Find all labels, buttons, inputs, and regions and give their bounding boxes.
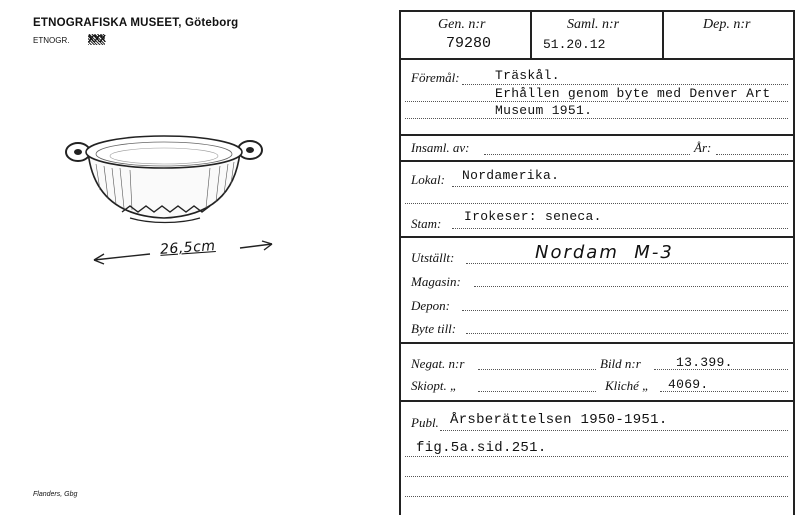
depon-label: Depon: [411,298,450,313]
section-divider-4 [399,342,795,344]
publ-label: Publ. [411,415,439,430]
lokal-label: Lokal: [411,172,445,187]
magasin-line [474,286,788,287]
negat-label: Negat. n:r [411,356,465,371]
foremal-value-3: Museum 1951. [495,103,593,118]
insaml-label: Insaml. av: [411,140,470,155]
foremal-value-1: Träskål. [495,68,560,83]
stam-value: Irokeser: seneca. [464,209,602,224]
bild-value: 13.399. [676,355,733,370]
saml-value: 51.20.12 [543,37,606,52]
measure-label: 26,5cm [159,238,217,258]
card-right-border [793,10,795,515]
section-divider-3 [399,236,795,238]
magasin-label: Magasin: [411,274,461,289]
insaml-line [484,154,690,155]
card-top-border [399,10,795,12]
museum-name: ETNOGRAFISKA MUSEET, Göteborg [33,17,239,29]
publ-line-4 [405,496,788,497]
foremal-value-2: Erhållen genom byte med Denver Art [495,86,771,101]
foremal-label: Föremål: [411,70,460,85]
printer-mark: Flanders, Gbg [33,491,78,498]
saml-label: Saml. n:r [567,17,620,32]
publ-line-2 [405,456,788,457]
header-divider-2 [662,10,664,58]
utstallt-value: Nordam M-3 [535,242,674,263]
bowl-drawing [60,118,270,230]
utstallt-label: Utställt: [411,250,455,265]
lokal-line-2 [405,203,788,204]
utstallt-line [466,263,788,264]
foremal-line-2 [405,101,788,102]
dep-label: Dep. n:r [703,17,751,32]
section-divider-2 [399,160,795,162]
bild-line [654,369,788,370]
gen-value: 79280 [446,35,492,52]
kliche-line [660,391,788,392]
skiopt-label: Skiopt. „ [411,378,458,393]
negat-line [478,369,596,370]
dept-label: ETNOGR. [33,36,70,45]
dept-code: XXX [88,34,106,45]
gen-label: Gen. n:r [438,17,486,32]
publ-line-3 [405,476,788,477]
header-bottom [399,58,795,60]
bild-label: Bild n:r [600,356,641,371]
kliche-value: 4069. [668,377,709,392]
byte-line [466,333,788,334]
ar-line [716,154,788,155]
header-divider-1 [530,10,532,58]
stam-label: Stam: [411,216,442,231]
lokal-value: Nordamerika. [462,168,560,183]
depon-line [462,310,788,311]
card-left-border [399,10,401,515]
ar-label: År: [694,140,712,155]
publ-line-1 [440,430,788,431]
byte-label: Byte till: [411,321,457,336]
foremal-line-3 [405,118,788,119]
section-divider-1 [399,134,795,136]
section-divider-5 [399,400,795,402]
lokal-line-1 [452,186,788,187]
kliche-label: Kliché „ [605,378,650,393]
publ-value-1: Årsberättelsen 1950-1951. [450,412,668,428]
foremal-line-1 [462,84,788,85]
skiopt-line [478,391,596,392]
stam-line [452,228,788,229]
publ-value-2: fig.5a.sid.251. [416,440,547,456]
